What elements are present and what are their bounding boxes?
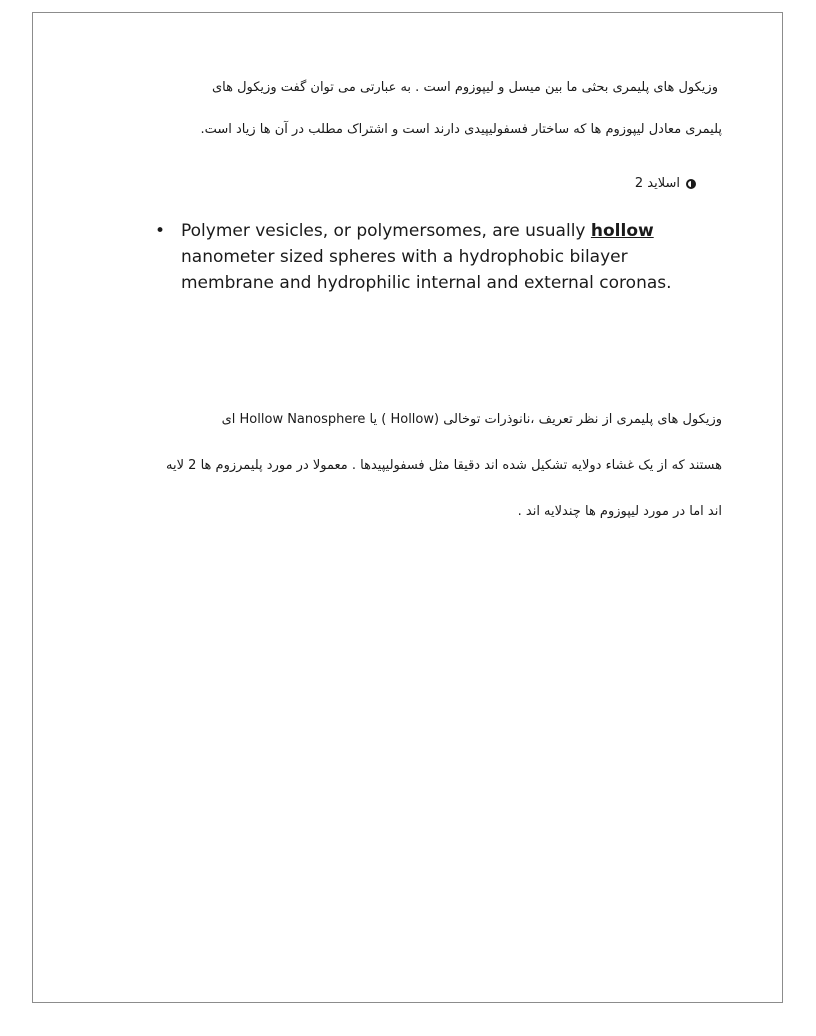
slide-heading-label: اسلاید 2	[634, 176, 680, 191]
paragraph2-line2: هستند که از یک غشاء دولایه تشکیل شده اند دقیقا مثل فسفولیپیدها . معمولا در مورد پلیمرزوم ها 2 لایه	[166, 458, 722, 473]
paragraph2-line1: وزیکول های پلیمری از نظر تعریف ،نانوذرات توخالی (Hollow ) یا Hollow Nanosphere ای	[221, 412, 722, 427]
half-filled-circle-icon	[686, 179, 696, 189]
hollow-emphasis: hollow	[590, 221, 654, 241]
bullet-marker: •	[155, 221, 166, 241]
english-line1-text: Polymer vesicles, or polymersomes, are usually	[181, 221, 591, 241]
paragraph2-line3: اند اما در مورد لیپوزوم ها چندلایه اند .	[517, 504, 722, 519]
paragraph1-line1: وزیکول های پلیمری بحثی ما بین میسل و لیپوزوم است . به عبارتی می توان گفت وزیکول های	[211, 80, 718, 95]
slide-heading	[635, 176, 696, 191]
paragraph1-line2: پلیمری معادل لیپوزوم ها که ساختار فسفولیپیدی دارند است و اشتراک مطلب در آن ها زیاد است.	[200, 122, 722, 137]
english-line2: nanometer sized spheres with a hydrophobic bilayer	[181, 247, 628, 267]
english-line1	[181, 218, 654, 244]
english-line3: membrane and hydrophilic internal and external coronas.	[181, 273, 672, 293]
